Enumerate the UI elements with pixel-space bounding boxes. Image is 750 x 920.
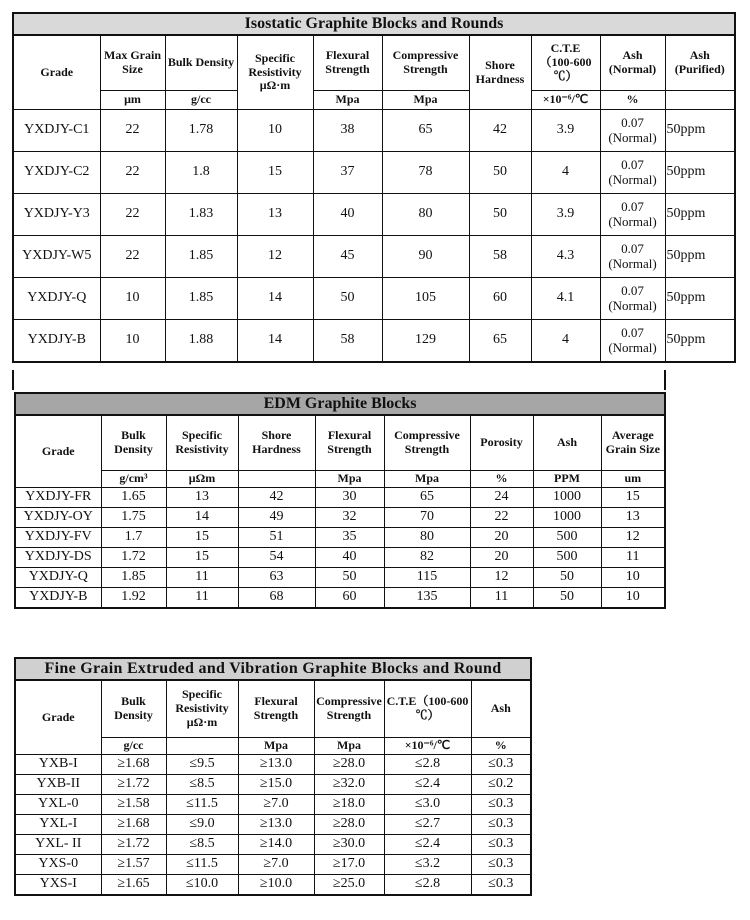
table-cell: 65	[382, 110, 469, 152]
table-cell: 15	[166, 528, 238, 548]
table-cell: 14	[237, 320, 313, 363]
table-cell: 115	[384, 568, 470, 588]
table-cell: 1000	[533, 488, 601, 508]
table-row	[15, 755, 531, 775]
table-cell: 51	[238, 528, 315, 548]
unit-cell: Mpa	[314, 738, 384, 755]
table-cell: 1.78	[165, 110, 237, 152]
table-cell: 50ppm	[665, 320, 735, 363]
header-row	[15, 415, 665, 471]
column-header: Compressive Strength	[384, 415, 470, 471]
table-cell: ≤2.4	[384, 775, 471, 795]
table-row	[15, 835, 531, 855]
table-cell: 50ppm	[665, 152, 735, 194]
table-cell: 50	[533, 568, 601, 588]
column-header: Ash (Purified)	[665, 35, 735, 91]
table-cell: 37	[313, 152, 382, 194]
table-cell: ≥25.0	[314, 875, 384, 896]
table-cell: 24	[470, 488, 533, 508]
table-cell: 50ppm	[665, 110, 735, 152]
table-cell: 4	[531, 152, 600, 194]
table-cell: 0.07 (Normal)	[600, 110, 665, 152]
table-cell: ≥30.0	[314, 835, 384, 855]
table-cell: 3.9	[531, 110, 600, 152]
table-cell: ≤8.5	[166, 835, 238, 855]
table-cell: 70	[384, 508, 470, 528]
table-cell: 22	[100, 152, 165, 194]
table-cell: 32	[315, 508, 384, 528]
table-cell: YXL- II	[15, 835, 101, 855]
table-cell: ≥1.68	[101, 815, 166, 835]
table-cell: 10	[601, 568, 665, 588]
table-cell: 50	[313, 278, 382, 320]
table-row	[13, 110, 735, 152]
table-cell: 60	[469, 278, 531, 320]
table-cell: ≥1.57	[101, 855, 166, 875]
isostatic-graphite-table	[12, 12, 736, 363]
table-cell: 30	[315, 488, 384, 508]
table-cell: 0.07 (Normal)	[600, 236, 665, 278]
unit-cell: Mpa	[313, 91, 382, 110]
table-cell: ≥28.0	[314, 815, 384, 835]
table-cell: 13	[601, 508, 665, 528]
table-cell: 0.07 (Normal)	[600, 320, 665, 363]
table-cell: ≤11.5	[166, 855, 238, 875]
table-cell: YXDJY-OY	[15, 508, 101, 528]
column-header: Grade	[13, 35, 100, 110]
table-cell: YXB-II	[15, 775, 101, 795]
table-cell: 11	[470, 588, 533, 609]
table-row	[15, 855, 531, 875]
column-header: Flexural Strength	[315, 415, 384, 471]
table-cell: 68	[238, 588, 315, 609]
table-cell: 15	[166, 548, 238, 568]
unit-cell: %	[470, 471, 533, 488]
table-cell: ≥7.0	[238, 795, 314, 815]
unit-cell: Mpa	[382, 91, 469, 110]
column-header: Grade	[15, 415, 101, 488]
table-cell: ≤9.0	[166, 815, 238, 835]
table-cell: 3.9	[531, 194, 600, 236]
column-header: Bulk Density	[101, 415, 166, 471]
table-cell: 1.7	[101, 528, 166, 548]
column-header: Compressive Strength	[382, 35, 469, 91]
table-cell: ≤2.8	[384, 755, 471, 775]
table-cell: ≤0.3	[471, 755, 531, 775]
table-cell: 12	[601, 528, 665, 548]
table-cell: ≥1.58	[101, 795, 166, 815]
table-row	[15, 588, 665, 609]
table-cell: 1000	[533, 508, 601, 528]
table-cell: YXB-I	[15, 755, 101, 775]
table-cell: 11	[601, 548, 665, 568]
table-row	[13, 278, 735, 320]
table-cell: 54	[238, 548, 315, 568]
unit-cell: Mpa	[238, 738, 314, 755]
table-cell: 1.65	[101, 488, 166, 508]
table-cell: ≤11.5	[166, 795, 238, 815]
table-cell: 50	[533, 588, 601, 609]
table-cell: YXDJY-Y3	[13, 194, 100, 236]
table-cell: 500	[533, 528, 601, 548]
table-cell: 129	[382, 320, 469, 363]
table-cell: ≥17.0	[314, 855, 384, 875]
table-cell: 1.72	[101, 548, 166, 568]
table-cell: 105	[382, 278, 469, 320]
table-cell: 1.75	[101, 508, 166, 528]
table-cell: 500	[533, 548, 601, 568]
column-header: Max Grain Size	[100, 35, 165, 91]
unit-cell: g/cm³	[101, 471, 166, 488]
unit-cell: Mpa	[315, 471, 384, 488]
table-row	[15, 795, 531, 815]
table-cell: ≤0.3	[471, 795, 531, 815]
table-cell: ≤0.2	[471, 775, 531, 795]
table-cell: 14	[237, 278, 313, 320]
table-cell: ≤3.0	[384, 795, 471, 815]
table-cell: 40	[313, 194, 382, 236]
unit-cell	[166, 738, 238, 755]
table-cell: 13	[237, 194, 313, 236]
units-row	[15, 471, 665, 488]
table-cell: 1.88	[165, 320, 237, 363]
table-cell: 0.07 (Normal)	[600, 152, 665, 194]
table-cell: YXDJY-C2	[13, 152, 100, 194]
table-cell: 40	[315, 548, 384, 568]
unit-cell: ×10⁻⁶/℃	[384, 738, 471, 755]
table-cell: ≥1.65	[101, 875, 166, 896]
table-cell: 12	[237, 236, 313, 278]
table-cell: 50	[469, 194, 531, 236]
table-cell: YXDJY-Q	[15, 568, 101, 588]
table-cell: 4.1	[531, 278, 600, 320]
column-header: Flexural Strength	[313, 35, 382, 91]
table-cell: 50	[315, 568, 384, 588]
table-cell: ≥28.0	[314, 755, 384, 775]
unit-cell: μΩm	[166, 471, 238, 488]
unit-cell: μm	[100, 91, 165, 110]
table-cell: ≤2.7	[384, 815, 471, 835]
table-cell: 65	[469, 320, 531, 363]
column-header: C.T.E （100-600 ℃）	[531, 35, 600, 91]
table-row	[15, 875, 531, 896]
table-cell: 63	[238, 568, 315, 588]
table-cell: 50ppm	[665, 278, 735, 320]
table-cell: 22	[100, 194, 165, 236]
column-header: Average Grain Size	[601, 415, 665, 471]
table-cell: 50ppm	[665, 194, 735, 236]
table-cell: ≤0.3	[471, 855, 531, 875]
table-cell: 1.83	[165, 194, 237, 236]
table-cell: YXL-I	[15, 815, 101, 835]
table-cell: ≥13.0	[238, 755, 314, 775]
table-cell: 11	[166, 568, 238, 588]
column-header: Porosity	[470, 415, 533, 471]
table-title: Fine Grain Extruded and Vibration Graphite Blocks and Round	[15, 658, 531, 680]
table-cell: ≥32.0	[314, 775, 384, 795]
table-row	[13, 194, 735, 236]
unit-cell: Mpa	[384, 471, 470, 488]
table-cell: ≤0.3	[471, 875, 531, 896]
table-row	[13, 320, 735, 363]
table-cell: 38	[313, 110, 382, 152]
table-cell: 1.92	[101, 588, 166, 609]
table-cell: ≤2.8	[384, 875, 471, 896]
column-header: Bulk Density	[101, 680, 166, 738]
table-cell: 15	[601, 488, 665, 508]
table-cell: 22	[100, 110, 165, 152]
table-cell: ≤9.5	[166, 755, 238, 775]
table-cell: ≥1.68	[101, 755, 166, 775]
column-header: Bulk Density	[165, 35, 237, 91]
table-cell: 35	[315, 528, 384, 548]
table-cell: 49	[238, 508, 315, 528]
table-row	[15, 775, 531, 795]
table-cell: 42	[238, 488, 315, 508]
table-cell: 10	[100, 278, 165, 320]
table-row	[15, 548, 665, 568]
table-cell: YXDJY-C1	[13, 110, 100, 152]
unit-cell: g/cc	[101, 738, 166, 755]
column-header: Specific Resistivity	[166, 415, 238, 471]
table-cell: 14	[166, 508, 238, 528]
table-cell: 1.85	[101, 568, 166, 588]
table-cell: YXDJY-FV	[15, 528, 101, 548]
table-cell: ≤10.0	[166, 875, 238, 896]
table-cell: ≥15.0	[238, 775, 314, 795]
table-cell: YXS-0	[15, 855, 101, 875]
unit-cell: g/cc	[165, 91, 237, 110]
table-cell: 65	[384, 488, 470, 508]
table-cell: ≤0.3	[471, 815, 531, 835]
fine-grain-graphite-table	[14, 657, 532, 896]
table-row	[15, 508, 665, 528]
spacer-row	[12, 370, 666, 390]
table-cell: YXDJY-B	[13, 320, 100, 363]
table-row	[15, 488, 665, 508]
table-cell: 4	[531, 320, 600, 363]
table-cell: 80	[384, 528, 470, 548]
table-cell: 50ppm	[665, 236, 735, 278]
table-cell: 60	[315, 588, 384, 609]
table-cell: 20	[470, 528, 533, 548]
table-cell: 15	[237, 152, 313, 194]
table-cell: ≥13.0	[238, 815, 314, 835]
edm-graphite-table	[14, 392, 666, 609]
table-cell: YXL-0	[15, 795, 101, 815]
table-cell: ≥18.0	[314, 795, 384, 815]
column-header: C.T.E（100-600 ℃）	[384, 680, 471, 738]
table-cell: 82	[384, 548, 470, 568]
column-header: Specific Resistivity μΩ·m	[237, 35, 313, 110]
table-cell: ≤3.2	[384, 855, 471, 875]
table-cell: 1.85	[165, 278, 237, 320]
table-cell: 58	[469, 236, 531, 278]
column-header: Compressive Strength	[314, 680, 384, 738]
unit-cell: %	[471, 738, 531, 755]
column-header: Shore Hardness	[238, 415, 315, 471]
unit-cell	[665, 91, 735, 110]
table-cell: ≥1.72	[101, 835, 166, 855]
table-cell: 90	[382, 236, 469, 278]
table-title: Isostatic Graphite Blocks and Rounds	[13, 13, 735, 35]
title-row	[15, 658, 531, 680]
column-header: Ash	[533, 415, 601, 471]
table-row	[13, 236, 735, 278]
unit-cell	[238, 471, 315, 488]
column-header: Specific Resistivity μΩ·m	[166, 680, 238, 738]
table-cell: 4.3	[531, 236, 600, 278]
table-cell: ≥10.0	[238, 875, 314, 896]
column-header: Flexural Strength	[238, 680, 314, 738]
column-header: Ash	[471, 680, 531, 738]
column-header: Ash (Normal)	[600, 35, 665, 91]
table-cell: 10	[601, 588, 665, 609]
table-cell: 50	[469, 152, 531, 194]
table-cell: 22	[100, 236, 165, 278]
table-row	[15, 528, 665, 548]
units-row	[13, 91, 735, 110]
table-cell: ≤2.4	[384, 835, 471, 855]
unit-cell: um	[601, 471, 665, 488]
table-cell: YXDJY-W5	[13, 236, 100, 278]
table-cell: 10	[100, 320, 165, 363]
table-cell: 13	[166, 488, 238, 508]
table-cell: YXDJY-B	[15, 588, 101, 609]
table-cell: YXDJY-DS	[15, 548, 101, 568]
table-cell: 135	[384, 588, 470, 609]
unit-cell: ×10⁻⁶/℃	[531, 91, 600, 110]
table-cell: 12	[470, 568, 533, 588]
table-cell: YXDJY-Q	[13, 278, 100, 320]
table-cell: 0.07 (Normal)	[600, 194, 665, 236]
title-row	[15, 393, 665, 415]
table-cell: ≤0.3	[471, 835, 531, 855]
table-cell: ≥14.0	[238, 835, 314, 855]
table-cell: 22	[470, 508, 533, 528]
table-cell: 78	[382, 152, 469, 194]
table-cell: YXS-I	[15, 875, 101, 896]
table-row	[15, 568, 665, 588]
table-title: EDM Graphite Blocks	[15, 393, 665, 415]
table-cell: 58	[313, 320, 382, 363]
title-row	[13, 13, 735, 35]
table-cell: 45	[313, 236, 382, 278]
table-cell: 0.07 (Normal)	[600, 278, 665, 320]
table-cell: ≤8.5	[166, 775, 238, 795]
table-cell: 1.8	[165, 152, 237, 194]
unit-cell: PPM	[533, 471, 601, 488]
table-cell: ≥1.72	[101, 775, 166, 795]
table-cell: 1.85	[165, 236, 237, 278]
table-row	[13, 152, 735, 194]
table-cell: 42	[469, 110, 531, 152]
table-cell: 10	[237, 110, 313, 152]
table-cell: 20	[470, 548, 533, 568]
table-cell: 80	[382, 194, 469, 236]
column-header: Shore Hardness	[469, 35, 531, 110]
table-cell: ≥7.0	[238, 855, 314, 875]
header-row	[15, 680, 531, 738]
table-row	[15, 815, 531, 835]
header-row	[13, 35, 735, 91]
column-header: Grade	[15, 680, 101, 755]
unit-cell: %	[600, 91, 665, 110]
table-cell: YXDJY-FR	[15, 488, 101, 508]
table-cell: 11	[166, 588, 238, 609]
